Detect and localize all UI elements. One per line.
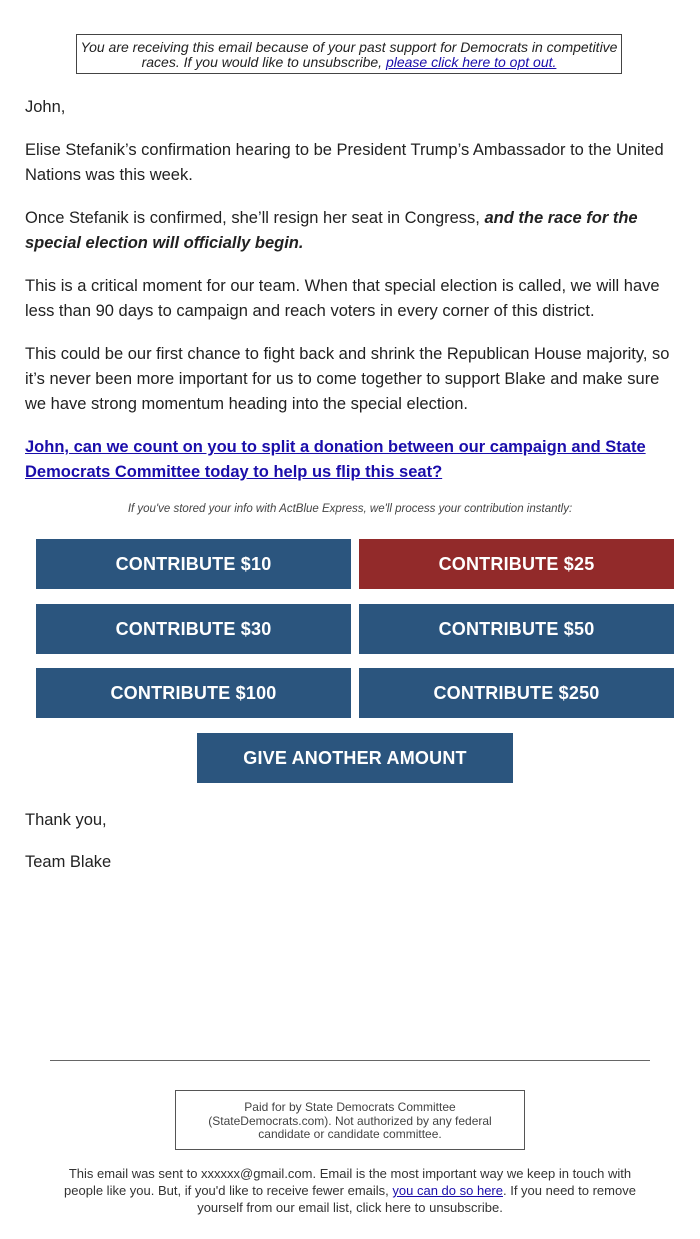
contribute-25-button[interactable]: CONTRIBUTE $25 xyxy=(359,539,674,589)
signoff-team: Team Blake xyxy=(25,853,112,871)
opt-out-link[interactable]: please click here to opt out. xyxy=(385,54,557,70)
donation-cta-link[interactable]: John, can we count on you to split a donation between our campaign and State Democrats Committee today to help us flip this seat? xyxy=(25,438,646,481)
greeting: John, xyxy=(25,98,66,116)
unsubscribe-notice-text: You are receiving this email because of your past support for Democrats in competitive races. If you would like to unsubscribe, xyxy=(80,39,618,70)
cta-paragraph xyxy=(25,435,675,485)
signoff-thanks: Thank you, xyxy=(25,811,107,829)
contribute-50-button[interactable]: CONTRIBUTE $50 xyxy=(359,604,674,654)
paragraph-3: This is a critical moment for our team. When that special election is called, we will have less than 90 days to campaign and reach voters in every corner of this district. xyxy=(25,277,660,320)
unsubscribe-notice xyxy=(76,34,622,74)
contribute-100-button[interactable]: CONTRIBUTE $100 xyxy=(36,668,351,718)
footer-text xyxy=(50,1165,650,1216)
fewer-emails-link[interactable]: you can do so here xyxy=(392,1183,503,1198)
paragraph-1: Elise Stefanik’s confirmation hearing to be President Trump’s Ambassador to the United Nations was this week. xyxy=(25,141,664,184)
paragraph-4: This could be our first chance to fight back and shrink the Republican House majority, so it’s never been more important for us to come together to support Blake and make sure we have strong momentum heading into the special election. xyxy=(25,345,670,413)
paid-for-disclaimer: Paid for by State Democrats Committee (StateDemocrats.com). Not authorized by any federal candidate or candidate committee. xyxy=(175,1090,525,1150)
contribute-250-button[interactable]: CONTRIBUTE $250 xyxy=(359,668,674,718)
paragraph-2-emphasis: and the race for the special election will officially begin. xyxy=(25,209,638,252)
paragraph-2-text: Once Stefanik is confirmed, she’ll resign her seat in Congress, xyxy=(25,209,485,227)
footer-divider xyxy=(50,1060,650,1061)
footer-text-part-2: . If you need to remove yourself from our email list, click here to unsubscribe. xyxy=(197,1183,636,1215)
footer-text-part-1: This email was sent to xxxxxx@gmail.com. Email is the most important way we keep in touch with people like you. But, if you'd like to receive fewer emails, xyxy=(64,1166,632,1198)
give-another-amount-button[interactable]: GIVE ANOTHER AMOUNT xyxy=(197,733,513,783)
actblue-note: If you've stored your info with ActBlue Express, we'll process your contribution instantly: xyxy=(127,503,573,515)
contribute-10-button[interactable]: CONTRIBUTE $10 xyxy=(36,539,351,589)
contribute-30-button[interactable]: CONTRIBUTE $30 xyxy=(36,604,351,654)
paragraph-2 xyxy=(25,206,675,256)
